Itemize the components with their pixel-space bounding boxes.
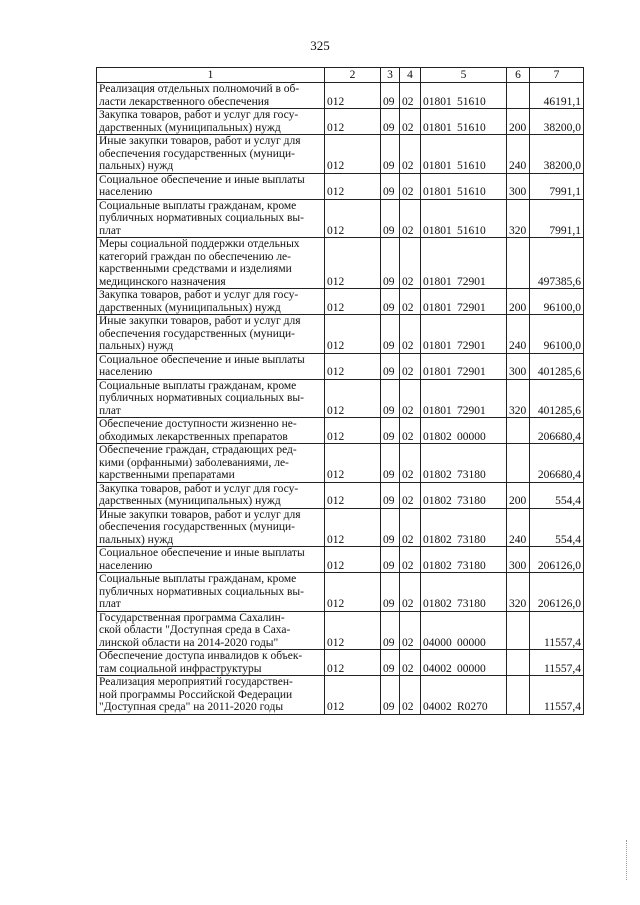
row-program-code: 01802 [423, 598, 452, 610]
table-row [97, 109, 584, 135]
row-description: Реализация отдельных полномочий в об- ласти лекарственного обеспечения [97, 83, 325, 109]
row-admin-code: 012 [325, 199, 381, 238]
row-direction-code: 51610 [457, 224, 486, 237]
row-target-article-code [421, 418, 507, 444]
row-target-article-code [421, 547, 507, 573]
row-section-code: 09 [381, 135, 400, 174]
table-row [97, 444, 584, 483]
row-expense-type-code [507, 444, 530, 483]
row-target-article-code [421, 238, 507, 289]
table-row [97, 173, 584, 199]
row-expense-type-code: 240 [507, 508, 530, 547]
row-subsection-code: 02 [400, 547, 421, 573]
row-expense-type-code: 320 [507, 199, 530, 238]
row-description: Обеспечение граждан, страдающих ред- кими (орфанными) заболеваниями, ле- карственными препаратами [97, 444, 325, 483]
margin-mark [626, 840, 628, 880]
table-row [97, 611, 584, 650]
row-target-article-code [421, 379, 507, 418]
row-subsection-code: 02 [400, 109, 421, 135]
row-subsection-code: 02 [400, 676, 421, 715]
row-amount: 7991,1 [530, 173, 584, 199]
row-expense-type-code: 200 [507, 109, 530, 135]
row-target-article-code [421, 173, 507, 199]
row-amount: 11557,4 [530, 650, 584, 676]
table-row [97, 676, 584, 715]
row-direction-code: 72901 [457, 301, 486, 314]
row-amount: 401285,6 [530, 379, 584, 418]
table-row [97, 199, 584, 238]
row-admin-code: 012 [325, 444, 381, 483]
row-subsection-code: 02 [400, 199, 421, 238]
row-section-code: 09 [381, 418, 400, 444]
row-section-code: 09 [381, 289, 400, 315]
row-expense-type-code: 300 [507, 547, 530, 573]
row-direction-code: 72901 [457, 275, 486, 288]
header-col-4: 4 [400, 68, 421, 83]
row-target-article-code [421, 676, 507, 715]
budget-table [96, 67, 584, 715]
row-section-code: 09 [381, 379, 400, 418]
row-amount: 11557,4 [530, 676, 584, 715]
row-expense-type-code: 200 [507, 289, 530, 315]
row-program-code: 01801 [423, 95, 452, 108]
row-admin-code: 012 [325, 482, 381, 508]
row-description: Закупка товаров, работ и услуг для госу- дарственных (муниципальных) нужд [97, 482, 325, 508]
row-section-code: 09 [381, 238, 400, 289]
row-section-code: 09 [381, 173, 400, 199]
row-section-code: 09 [381, 444, 400, 483]
row-program-code: 04002 [423, 701, 452, 713]
row-description: Меры социальной поддержки отдельных категорий граждан по обеспечению ле- карственными средствами и изделиями медицинского назначения [97, 238, 325, 289]
row-direction-code: 51610 [457, 121, 486, 134]
row-subsection-code: 02 [400, 353, 421, 379]
row-admin-code: 012 [325, 650, 381, 676]
row-description: Социальное обеспечение и иные выплаты населению [97, 547, 325, 573]
row-amount: 401285,6 [530, 353, 584, 379]
row-direction-code: 73180 [457, 469, 486, 481]
row-admin-code: 012 [325, 611, 381, 650]
row-amount: 11557,4 [530, 611, 584, 650]
row-amount: 38200,0 [530, 109, 584, 135]
row-section-code: 09 [381, 199, 400, 238]
row-expense-type-code: 240 [507, 315, 530, 354]
row-direction-code: R0270 [457, 701, 488, 713]
row-description: Иные закупки товаров, работ и услуг для обеспечения государственных (муници- пальных) нужд [97, 135, 325, 174]
row-target-article-code [421, 353, 507, 379]
row-description: Государственная программа Сахалин- ской области "Доступная среда в Саха- линской области на 2014-2020 годы" [97, 611, 325, 650]
row-section-code: 09 [381, 482, 400, 508]
table-row [97, 135, 584, 174]
row-program-code: 01802 [423, 533, 452, 546]
row-direction-code: 73180 [457, 533, 486, 546]
row-amount: 96100,0 [530, 315, 584, 354]
table-row [97, 418, 584, 444]
row-program-code: 01801 [423, 366, 452, 378]
row-target-article-code [421, 83, 507, 109]
row-admin-code: 012 [325, 83, 381, 109]
row-section-code: 09 [381, 611, 400, 650]
row-direction-code: 00000 [457, 636, 486, 649]
row-section-code: 09 [381, 315, 400, 354]
row-subsection-code: 02 [400, 418, 421, 444]
row-section-code: 09 [381, 676, 400, 715]
table-row [97, 650, 584, 676]
row-expense-type-code: 200 [507, 482, 530, 508]
row-admin-code: 012 [325, 547, 381, 573]
row-admin-code: 012 [325, 173, 381, 199]
row-section-code: 09 [381, 83, 400, 109]
row-expense-type-code: 300 [507, 353, 530, 379]
row-amount: 554,4 [530, 482, 584, 508]
row-amount: 206126,0 [530, 573, 584, 612]
row-direction-code: 73180 [457, 495, 486, 507]
row-amount: 38200,0 [530, 135, 584, 174]
row-program-code: 01801 [423, 186, 452, 198]
row-amount: 554,4 [530, 508, 584, 547]
row-direction-code: 72901 [457, 366, 486, 378]
row-direction-code: 73180 [457, 598, 486, 610]
row-program-code: 04002 [423, 662, 452, 675]
table-body [97, 83, 584, 715]
row-program-code: 01801 [423, 224, 452, 237]
row-target-article-code [421, 289, 507, 315]
row-description: Социальные выплаты гражданам, кроме публичных нормативных социальных вы- плат [97, 379, 325, 418]
table-row [97, 379, 584, 418]
row-description: Закупка товаров, работ и услуг для госу- дарственных (муниципальных) нужд [97, 289, 325, 315]
row-admin-code: 012 [325, 315, 381, 354]
row-target-article-code [421, 611, 507, 650]
row-section-code: 09 [381, 650, 400, 676]
row-subsection-code: 02 [400, 611, 421, 650]
header-col-3: 3 [381, 68, 400, 83]
row-admin-code: 012 [325, 418, 381, 444]
table-row [97, 547, 584, 573]
table-row [97, 238, 584, 289]
row-admin-code: 012 [325, 676, 381, 715]
row-amount: 206680,4 [530, 444, 584, 483]
row-program-code: 01802 [423, 430, 452, 443]
row-section-code: 09 [381, 353, 400, 379]
row-amount: 46191,1 [530, 83, 584, 109]
header-col-6: 6 [507, 68, 530, 83]
row-program-code: 01801 [423, 275, 452, 288]
row-description: Социальное обеспечение и иные выплаты населению [97, 353, 325, 379]
row-program-code: 01802 [423, 469, 452, 481]
row-expense-type-code: 240 [507, 135, 530, 174]
row-section-code: 09 [381, 109, 400, 135]
row-subsection-code: 02 [400, 315, 421, 354]
row-description: Обеспечение доступности жизненно не- обходимых лекарственных препаратов [97, 418, 325, 444]
row-target-article-code [421, 482, 507, 508]
row-subsection-code: 02 [400, 289, 421, 315]
row-program-code: 01801 [423, 121, 452, 134]
row-program-code: 01802 [423, 495, 452, 507]
row-subsection-code: 02 [400, 379, 421, 418]
row-subsection-code: 02 [400, 173, 421, 199]
row-description: Иные закупки товаров, работ и услуг для обеспечения государственных (муници- пальных) нужд [97, 315, 325, 354]
row-description: Закупка товаров, работ и услуг для госу- дарственных (муниципальных) нужд [97, 109, 325, 135]
table-row [97, 83, 584, 109]
row-direction-code: 51610 [457, 186, 486, 198]
row-amount: 96100,0 [530, 289, 584, 315]
row-target-article-code [421, 508, 507, 547]
row-expense-type-code [507, 418, 530, 444]
header-col-5: 5 [421, 68, 507, 83]
row-subsection-code: 02 [400, 444, 421, 483]
table-row [97, 508, 584, 547]
row-description: Иные закупки товаров, работ и услуг для обеспечения государственных (муници- пальных) нужд [97, 508, 325, 547]
row-subsection-code: 02 [400, 135, 421, 174]
row-subsection-code: 02 [400, 482, 421, 508]
row-program-code: 04000 [423, 636, 452, 649]
row-program-code: 01801 [423, 404, 452, 417]
row-expense-type-code: 320 [507, 379, 530, 418]
table-row [97, 353, 584, 379]
row-target-article-code [421, 109, 507, 135]
row-description: Реализация мероприятий государствен- ной программы Российской Федерации "Доступная среда" на 2011-2020 годы [97, 676, 325, 715]
row-expense-type-code [507, 676, 530, 715]
row-expense-type-code [507, 238, 530, 289]
row-target-article-code [421, 315, 507, 354]
row-admin-code: 012 [325, 353, 381, 379]
row-direction-code: 51610 [457, 160, 486, 172]
row-direction-code: 72901 [457, 340, 486, 352]
row-admin-code: 012 [325, 135, 381, 174]
row-direction-code: 00000 [457, 430, 486, 443]
row-subsection-code: 02 [400, 83, 421, 109]
row-direction-code: 00000 [457, 662, 486, 675]
row-amount: 497385,6 [530, 238, 584, 289]
row-description: Обеспечение доступа инвалидов к объек- там социальной инфраструктуры [97, 650, 325, 676]
row-program-code: 01801 [423, 340, 452, 352]
row-target-article-code [421, 135, 507, 174]
row-amount: 206126,0 [530, 547, 584, 573]
row-admin-code: 012 [325, 508, 381, 547]
row-admin-code: 012 [325, 573, 381, 612]
row-amount: 206680,4 [530, 418, 584, 444]
row-direction-code: 51610 [457, 95, 486, 108]
row-description: Социальные выплаты гражданам, кроме публичных нормативных социальных вы- плат [97, 573, 325, 612]
header-col-1: 1 [97, 68, 325, 83]
row-subsection-code: 02 [400, 573, 421, 612]
row-expense-type-code [507, 650, 530, 676]
row-target-article-code [421, 573, 507, 612]
row-subsection-code: 02 [400, 238, 421, 289]
row-program-code: 01801 [423, 301, 452, 314]
row-target-article-code [421, 650, 507, 676]
row-program-code: 01802 [423, 559, 452, 572]
row-description: Социальное обеспечение и иные выплаты населению [97, 173, 325, 199]
page-number: 325 [310, 38, 330, 53]
table-row [97, 573, 584, 612]
row-admin-code: 012 [325, 379, 381, 418]
row-description: Социальные выплаты гражданам, кроме публичных нормативных социальных вы- плат [97, 199, 325, 238]
row-expense-type-code: 320 [507, 573, 530, 612]
row-amount: 7991,1 [530, 199, 584, 238]
table-row [97, 289, 584, 315]
row-admin-code: 012 [325, 109, 381, 135]
row-program-code: 01801 [423, 160, 452, 172]
row-target-article-code [421, 199, 507, 238]
row-expense-type-code: 300 [507, 173, 530, 199]
header-row [97, 68, 584, 83]
row-direction-code: 73180 [457, 559, 486, 572]
row-section-code: 09 [381, 573, 400, 612]
row-direction-code: 72901 [457, 404, 486, 417]
row-target-article-code [421, 444, 507, 483]
row-expense-type-code [507, 611, 530, 650]
row-subsection-code: 02 [400, 650, 421, 676]
row-admin-code: 012 [325, 289, 381, 315]
row-section-code: 09 [381, 508, 400, 547]
header-col-7: 7 [530, 68, 584, 83]
header-col-2: 2 [325, 68, 381, 83]
row-section-code: 09 [381, 547, 400, 573]
table-row [97, 482, 584, 508]
row-admin-code: 012 [325, 238, 381, 289]
row-subsection-code: 02 [400, 508, 421, 547]
row-expense-type-code [507, 83, 530, 109]
table-row [97, 315, 584, 354]
